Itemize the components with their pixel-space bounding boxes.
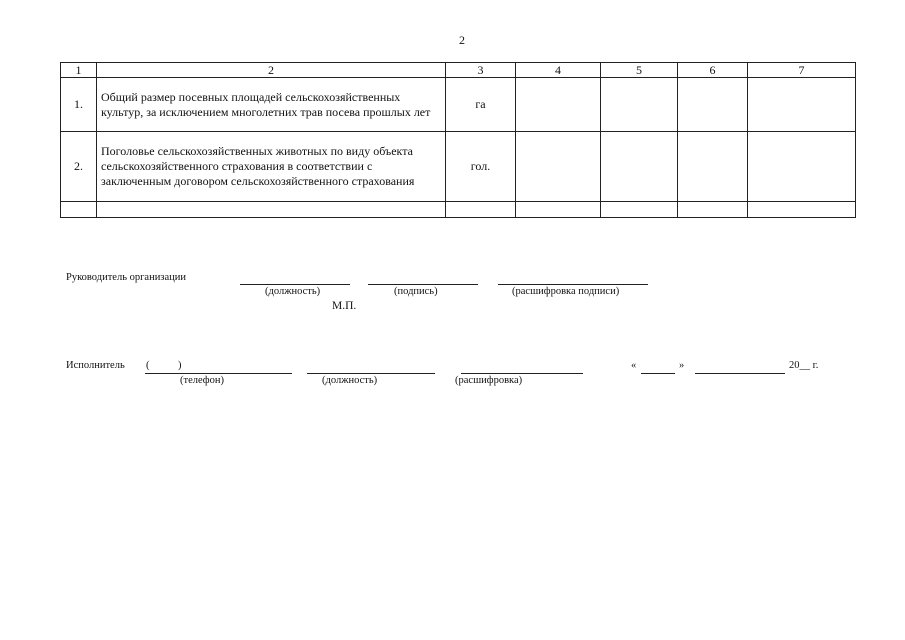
table-row-empty	[61, 202, 856, 218]
signature-caption: (подпись)	[394, 286, 438, 297]
header-cell: 1	[61, 63, 97, 78]
name-line	[498, 284, 648, 285]
table-cell	[516, 132, 601, 202]
phone-close-paren: )	[178, 360, 182, 371]
table-row	[61, 78, 856, 132]
page-number: 2	[459, 33, 465, 47]
phone-open-paren: (	[146, 360, 150, 371]
table-cell	[748, 132, 856, 202]
executor-position-caption: (должность)	[322, 375, 378, 386]
executor-label: Исполнитель	[66, 360, 125, 371]
position-line	[240, 284, 350, 285]
header-cell: 2	[97, 63, 446, 78]
year-text: 20__ г.	[789, 360, 819, 371]
head-label: Руководитель организации	[66, 272, 186, 283]
table-cell	[748, 78, 856, 132]
stamp-label: М.П.	[332, 300, 357, 312]
table-row	[61, 132, 856, 202]
signature-line	[368, 284, 478, 285]
row-unit: гол.	[446, 132, 516, 202]
phone-line	[145, 373, 292, 374]
header-cell: 6	[678, 63, 748, 78]
name-caption: (расшифровка подписи)	[512, 286, 620, 297]
table-cell	[678, 78, 748, 132]
executor-name-line	[461, 373, 583, 374]
date-close-quote: »	[679, 360, 685, 371]
row-number: 2.	[61, 132, 97, 202]
header-cell: 5	[601, 63, 678, 78]
phone-caption: (телефон)	[180, 375, 224, 386]
row-description: Общий размер посевных площадей сельскохозяйственных культур, за исключением многолетних трав посева прошлых лет	[97, 78, 446, 132]
date-open-quote: «	[631, 360, 637, 371]
table-header-row	[61, 63, 856, 78]
header-cell: 7	[748, 63, 856, 78]
month-line	[695, 373, 785, 374]
header-cell: 4	[516, 63, 601, 78]
table-cell	[516, 78, 601, 132]
header-cell: 3	[446, 63, 516, 78]
row-unit: га	[446, 78, 516, 132]
table-cell	[678, 132, 748, 202]
table-cell	[601, 78, 678, 132]
row-number: 1.	[61, 78, 97, 132]
executor-name-caption: (расшифровка)	[455, 375, 523, 386]
data-table	[60, 62, 856, 218]
executor-position-line	[307, 373, 435, 374]
position-caption: (должность)	[265, 286, 321, 297]
day-line	[641, 373, 675, 374]
row-description: Поголовье сельскохозяйственных животных по виду объекта сельскохозяйственного страхования в соответствии с заключенным договором сельскохозяйственного страхования	[97, 132, 446, 202]
table-cell	[601, 132, 678, 202]
